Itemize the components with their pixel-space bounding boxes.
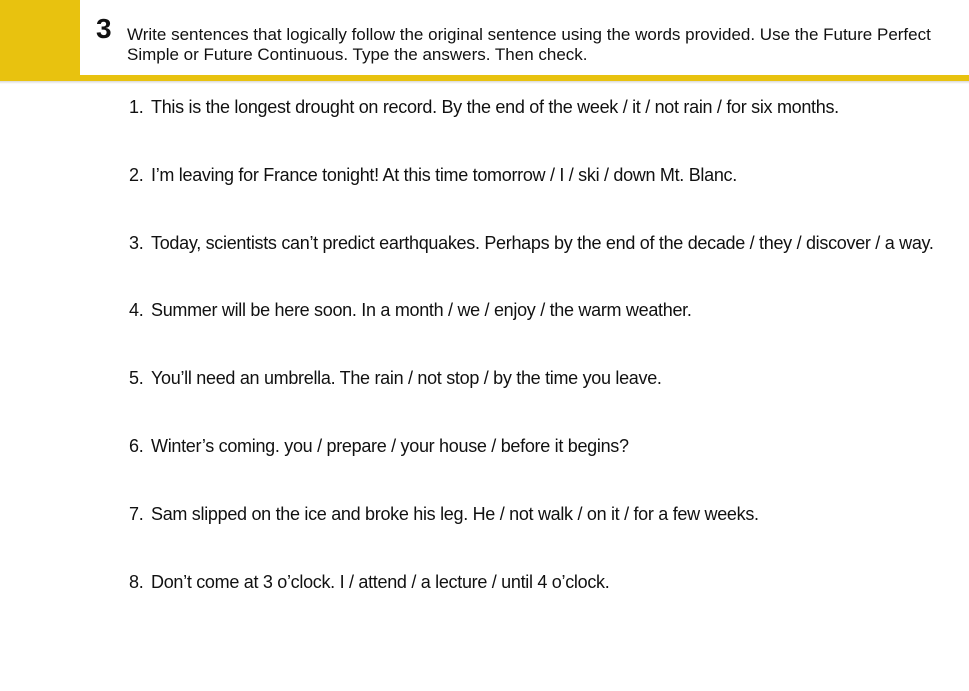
- item-number: 8.: [129, 571, 144, 592]
- item-text: Today, scientists can’t predict earthquakes. Perhaps by the end of the decade / they / discover / a way.: [151, 232, 934, 253]
- item-number: 5.: [129, 368, 144, 389]
- exercise-item: [129, 95, 934, 163]
- item-number: 2.: [129, 164, 144, 185]
- item-text: Don’t come at 3 o’clock. I / attend / a lecture / until 4 o’clock.: [151, 571, 610, 592]
- exercise-item: [129, 502, 934, 570]
- exercise-item: [129, 298, 934, 366]
- item-text: Sam slipped on the ice and broke his leg. He / not walk / on it / for a few weeks.: [151, 503, 759, 524]
- exercise-number: 3: [96, 13, 112, 44]
- item-number: 1.: [129, 97, 144, 117]
- exercise-header: [0, 0, 969, 78]
- item-text: Summer will be here soon. In a month / we / enjoy / the warm weather.: [151, 300, 692, 321]
- item-number: 3.: [129, 232, 144, 253]
- item-number: 7.: [129, 503, 144, 524]
- item-text: You’ll need an umbrella. The rain / not stop / by the time you leave.: [151, 368, 662, 389]
- exercise-item-list: [129, 95, 934, 637]
- item-text: This is the longest drought on record. By the end of the week / it / not rain / for six months.: [151, 97, 839, 117]
- item-number: 6.: [129, 435, 144, 456]
- item-text: Winter’s coming. you / prepare / your house / before it begins?: [151, 435, 629, 456]
- exercise-item: [129, 231, 934, 299]
- item-text: I’m leaving for France tonight! At this time tomorrow / I / ski / down Mt. Blanc.: [151, 164, 737, 185]
- item-number: 4.: [129, 300, 144, 321]
- exercise-item: [129, 163, 934, 231]
- exercise-item: [129, 366, 934, 434]
- accent-block: [0, 0, 80, 75]
- exercise-instructions: Write sentences that logically follow the original sentence using the words provided. Use the Future Perfect Simple or Future Continuous. Type the answers. Then check.: [127, 25, 931, 64]
- exercise-item: [129, 570, 934, 638]
- header-divider-shadow: [0, 81, 969, 84]
- exercise-item: [129, 434, 934, 502]
